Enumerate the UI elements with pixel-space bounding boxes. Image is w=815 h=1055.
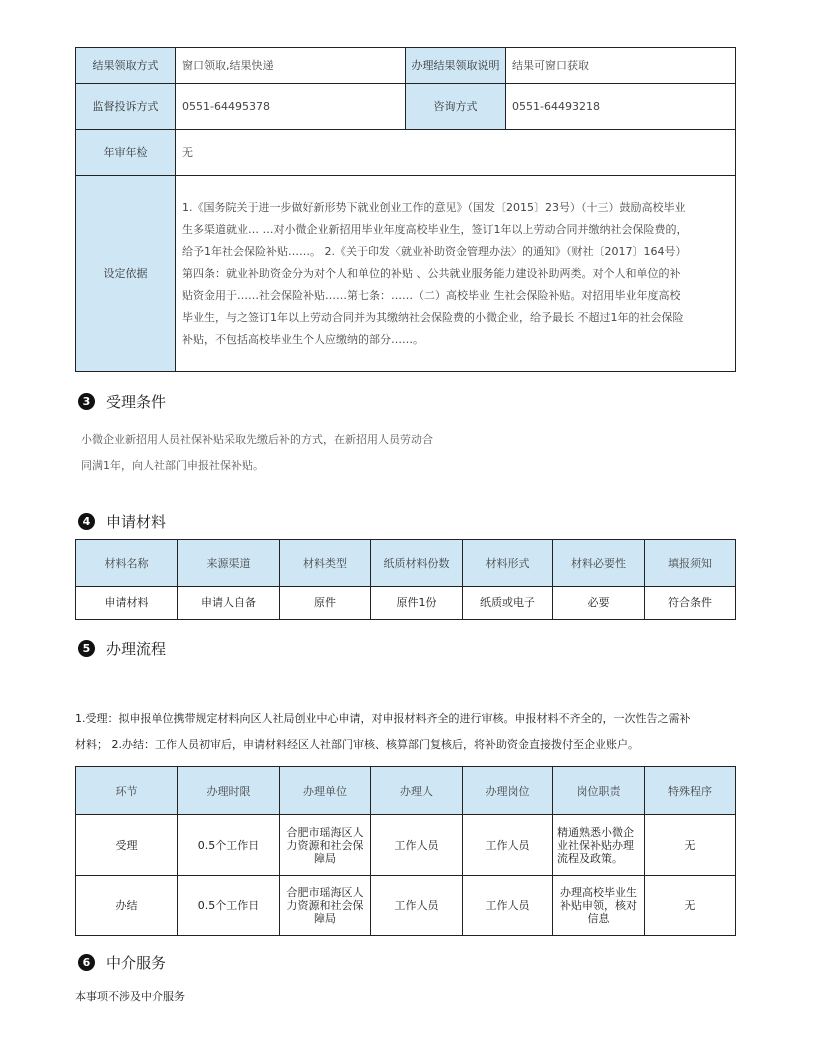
consult-value: 0551-64493218 — [506, 84, 736, 130]
basis-label: 设定依据 — [76, 176, 176, 372]
info-row-result — [76, 48, 736, 84]
steps-table — [75, 766, 736, 936]
materials-header: 材料形式 — [463, 540, 553, 587]
acceptance-line: 同满1年，向人社部门申报社保补贴。 — [81, 459, 264, 472]
steps-cell: 工作人员 — [463, 876, 553, 936]
section-title: 受理条件 — [106, 392, 167, 411]
section-intermediary-heading — [75, 950, 735, 974]
section-number-icon: 4 — [78, 513, 95, 530]
materials-cell: 原件1份 — [371, 587, 463, 620]
steps-cell: 合肥市瑶海区人力资源和社会保障局 — [280, 815, 371, 876]
basis-line: 补贴，不包括高校毕业生个人应缴纳的部分……。 — [182, 332, 424, 346]
section-number-icon: 6 — [78, 954, 95, 971]
steps-cell: 工作人员 — [371, 876, 463, 936]
table-row — [76, 815, 736, 876]
document-page — [75, 0, 735, 1004]
process-text — [75, 706, 735, 758]
process-line: 1.受理：拟申报单位携带规定材料向区人社局创业中心申请，对申报材料齐全的进行审核。申报材料不齐全的，一次性告之需补 — [75, 712, 691, 725]
acceptance-line: 小微企业新招用人员社保补贴采取先缴后补的方式，在新招用人员劳动合 — [81, 433, 433, 446]
basis-line: 1.《国务院关于进一步做好新形势下就业创业工作的意见》（国发〔2015〕23号）（十三）鼓励高校毕业 — [182, 200, 686, 214]
result-note-value: 结果可窗口获取 — [506, 48, 736, 84]
steps-cell: 办结 — [76, 876, 178, 936]
info-row-basis — [76, 176, 736, 372]
materials-header: 纸质材料份数 — [371, 540, 463, 587]
basis-line: 生多渠道就业… …对小微企业新招用毕业年度高校毕业生，签订1年以上劳动合同并缴纳社会保险费的， — [182, 222, 688, 236]
basis-line: 第四条：就业补助资金分为对个人和单位的补贴 、公共就业服务能力建设补助两类。对个人和单位的补 — [182, 266, 681, 280]
result-note-label: 办理结果领取说明 — [406, 48, 506, 84]
annual-value: 无 — [176, 130, 736, 176]
steps-header: 办理岗位 — [463, 767, 553, 815]
materials-header: 材料名称 — [76, 540, 178, 587]
steps-header: 办理单位 — [280, 767, 371, 815]
steps-header: 岗位职责 — [553, 767, 645, 815]
section-title: 办理流程 — [106, 639, 167, 658]
steps-header: 办理人 — [371, 767, 463, 815]
section-number-icon: 5 — [78, 640, 95, 657]
steps-header: 环节 — [76, 767, 178, 815]
materials-cell: 纸质或电子 — [463, 587, 553, 620]
steps-cell: 办理高校毕业生补贴申领，核对信息 — [553, 876, 645, 936]
table-row — [76, 876, 736, 936]
materials-header-row — [76, 540, 736, 587]
steps-cell: 合肥市瑶海区人力资源和社会保障局 — [280, 876, 371, 936]
steps-cell: 无 — [645, 815, 736, 876]
materials-header: 来源渠道 — [178, 540, 280, 587]
steps-header: 办理时限 — [178, 767, 280, 815]
steps-cell: 无 — [645, 876, 736, 936]
section-title: 中介服务 — [106, 953, 167, 972]
table-row — [76, 587, 736, 620]
materials-header: 填报须知 — [645, 540, 736, 587]
complaint-value: 0551-64495378 — [176, 84, 406, 130]
basis-line: 贴资金用于……社会保险补贴……第七条：……（二）高校毕业 生社会保险补贴。对招用毕业年度高校 — [182, 288, 681, 302]
basis-text — [176, 176, 736, 372]
steps-cell: 精通熟悉小微企业社保补贴办理流程及政策。 — [553, 815, 645, 876]
steps-cell: 0.5个工作日 — [178, 815, 280, 876]
result-method-label: 结果领取方式 — [76, 48, 176, 84]
complaint-label: 监督投诉方式 — [76, 84, 176, 130]
result-method-value: 窗口领取,结果快递 — [176, 48, 406, 84]
materials-cell: 申请人自备 — [178, 587, 280, 620]
steps-cell: 工作人员 — [463, 815, 553, 876]
basis-line: 给予1年社会保险补贴……。 2.《关于印发〈就业补助资金管理办法〉的通知》（财社〔2017〕164号） — [182, 244, 687, 258]
steps-header-row — [76, 767, 736, 815]
acceptance-text — [75, 427, 735, 479]
steps-cell: 工作人员 — [371, 815, 463, 876]
section-acceptance-heading — [75, 389, 735, 413]
section-process-heading — [75, 636, 735, 660]
basis-line: 毕业生，与之签订1年以上劳动合同并为其缴纳社会保险费的小微企业，给予最长 不超过1年的社会保险 — [182, 310, 684, 324]
steps-cell: 0.5个工作日 — [178, 876, 280, 936]
materials-cell: 符合条件 — [645, 587, 736, 620]
section-materials-heading — [75, 509, 735, 533]
steps-header: 特殊程序 — [645, 767, 736, 815]
materials-cell: 申请材料 — [76, 587, 178, 620]
materials-cell: 原件 — [280, 587, 371, 620]
materials-header: 材料类型 — [280, 540, 371, 587]
steps-cell: 受理 — [76, 815, 178, 876]
materials-header: 材料必要性 — [553, 540, 645, 587]
section-number-icon: 3 — [78, 393, 95, 410]
annual-label: 年审年检 — [76, 130, 176, 176]
info-table — [75, 47, 736, 372]
consult-label: 咨询方式 — [406, 84, 506, 130]
info-row-annual — [76, 130, 736, 176]
info-row-complaint — [76, 84, 736, 130]
intermediary-text: 本事项不涉及中介服务 — [75, 990, 185, 1003]
materials-cell: 必要 — [553, 587, 645, 620]
section-title: 申请材料 — [106, 512, 167, 531]
process-line: 材料； 2.办结：工作人员初审后，申请材料经区人社部门审核、核算部门复核后，将补助资金直接拨付至企业账户。 — [75, 738, 639, 751]
materials-table — [75, 539, 736, 620]
